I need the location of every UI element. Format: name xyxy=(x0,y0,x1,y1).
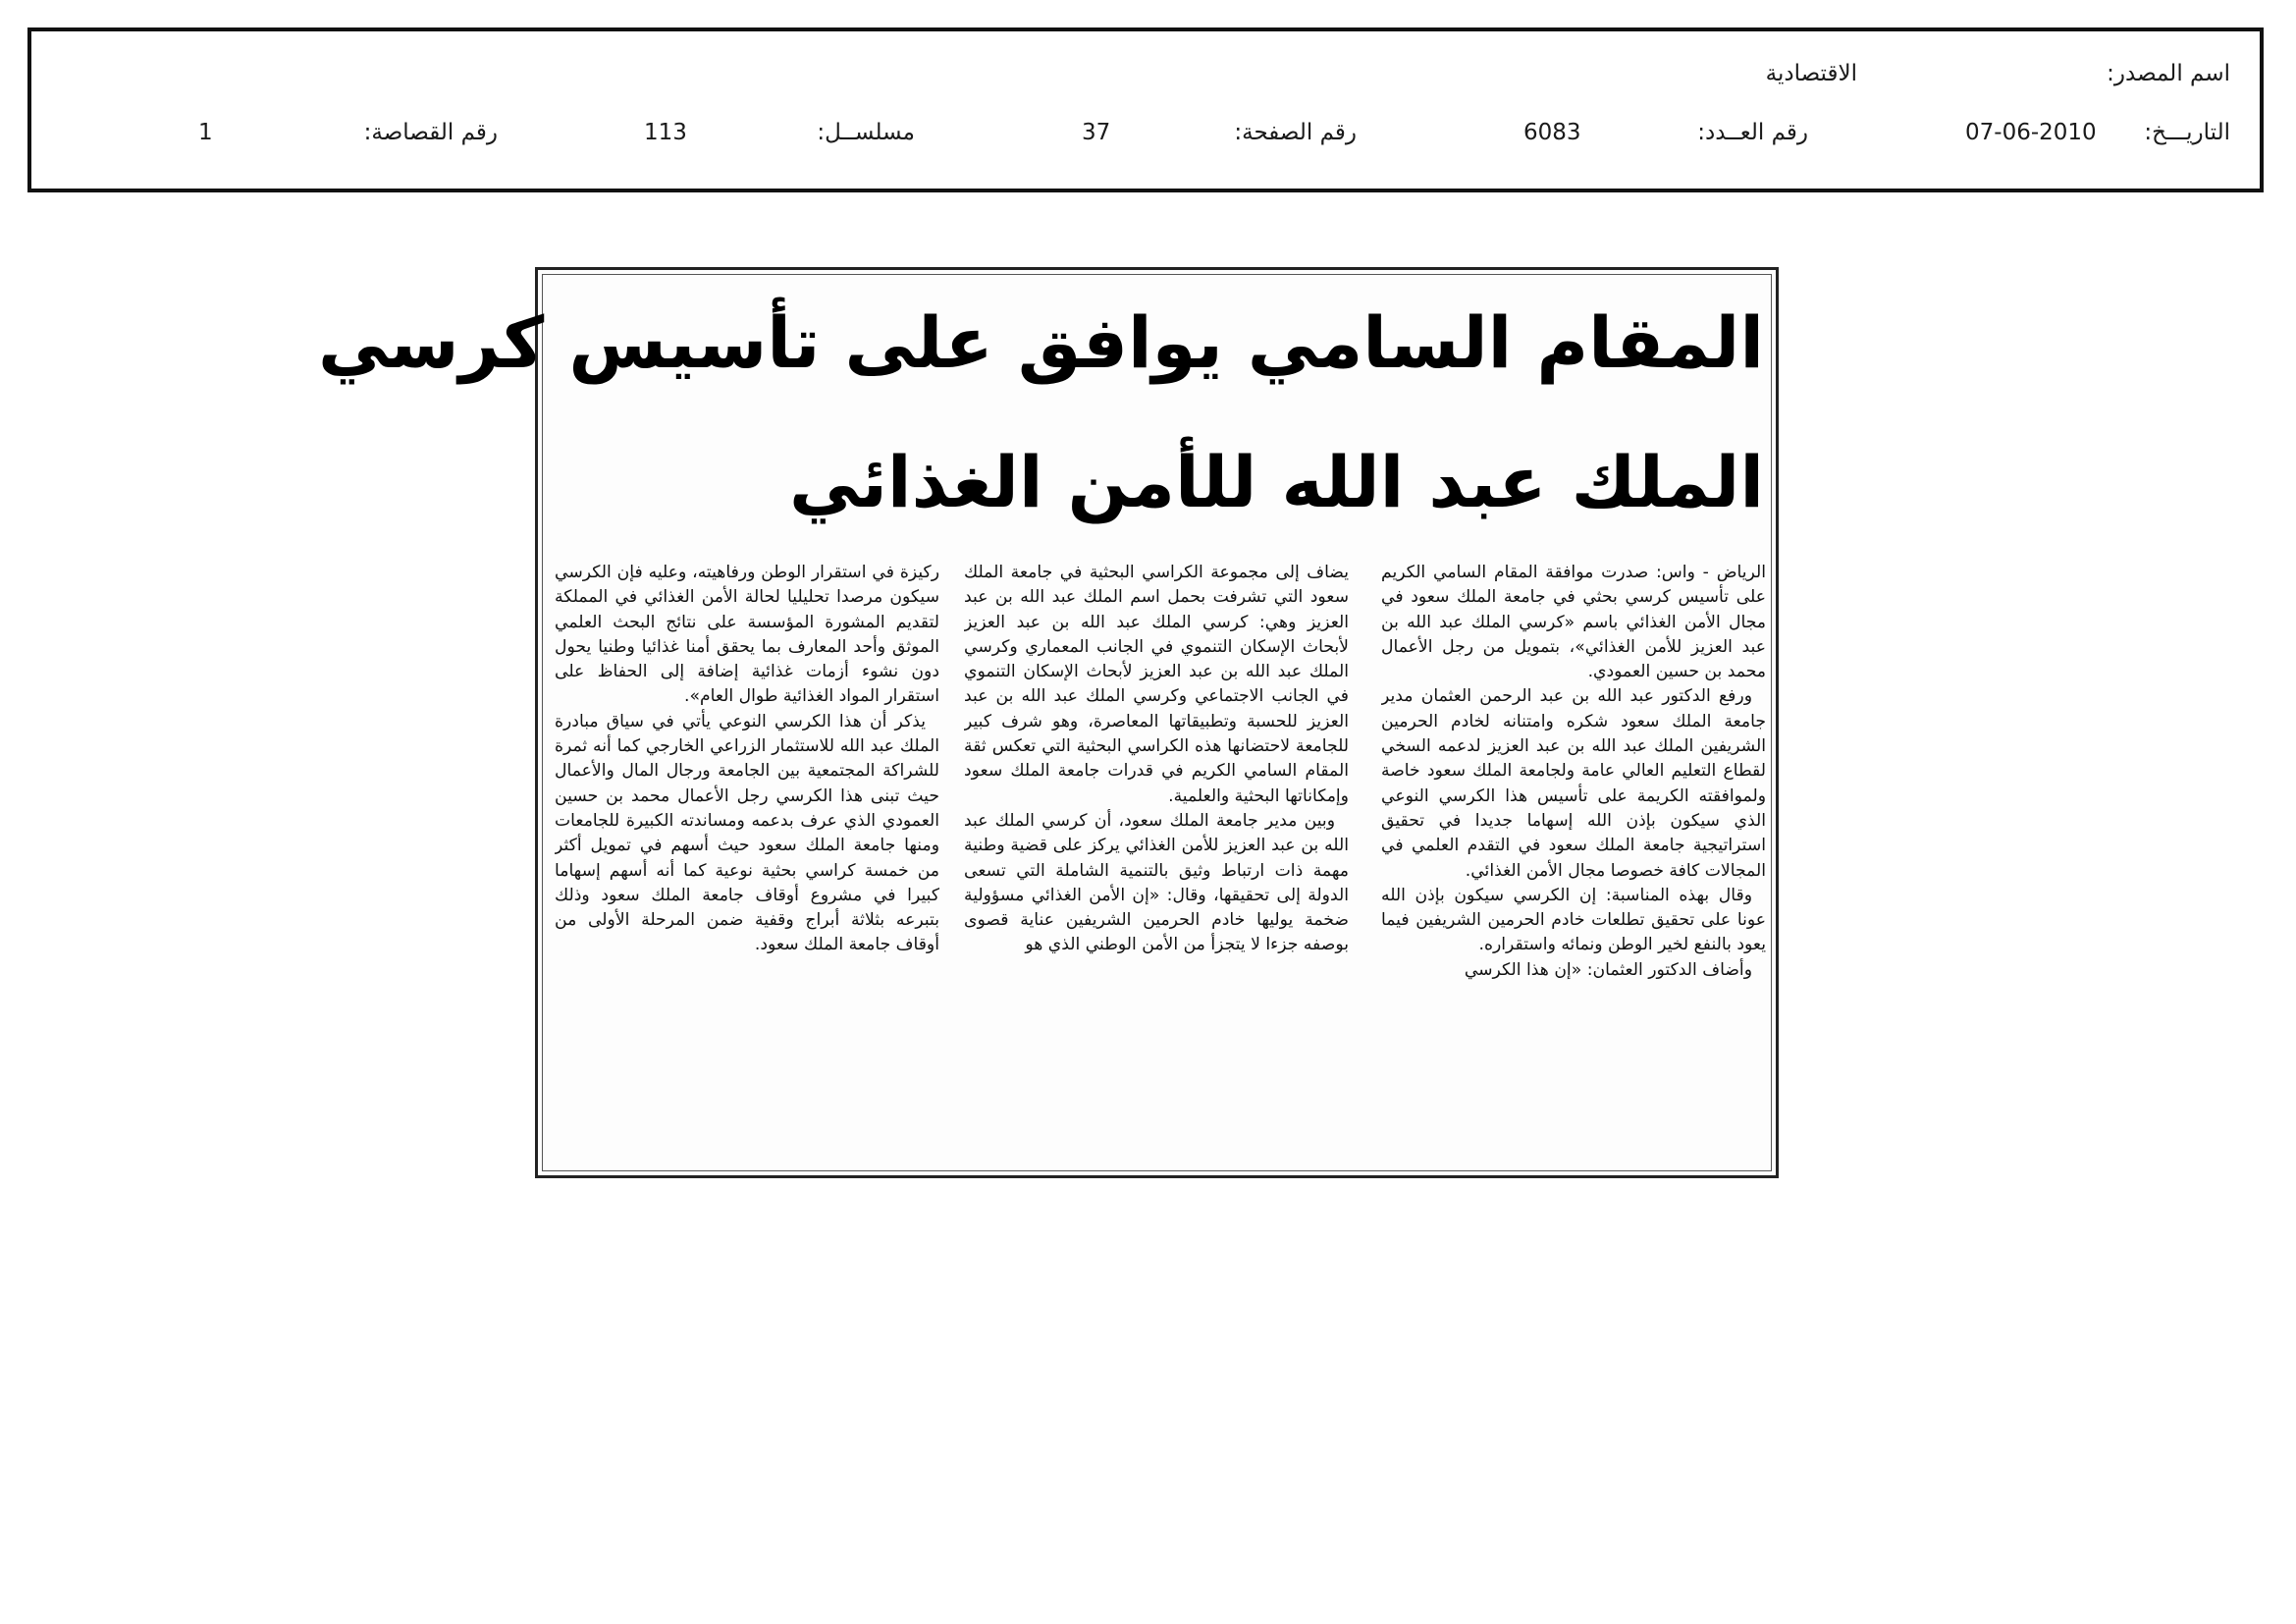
metadata-header-box xyxy=(27,27,2264,192)
paragraph: يضاف إلى مجموعة الكراسي البحثية في جامعة الملك سعود التي تشرفت بحمل اسم الملك عبد الله بن عبد العزيز وهي: كرسي الملك عبد الله بن عبد العزيز لأبحاث الإسكان التنموي في الجانب المعماري وكرسي الملك عبد الله بن عبد العزيز لأبحاث الإسكان التنموي في الجانب الاجتماعي وكرسي الملك عبد الله بن عبد العزيز للحسبة وتطبيقاتها المعاصرة، وهو شرف كبير للجامعة لاحتضانها هذه الكراسي البحثية التي تعكس ثقة المقام السامي الكريم في قدرات جامعة الملك سعود وإمكاناتها البحثية والعلمية. xyxy=(964,563,1349,806)
date-value: 07-06-2010 xyxy=(1965,120,2097,145)
issue-label: رقم العــدد: xyxy=(1697,120,1808,145)
clip-label: رقم القصاصة: xyxy=(363,120,498,145)
source-value: الاقتصادية xyxy=(1765,61,1857,86)
paragraph: يذكر أن هذا الكرسي النوعي يأتي في سياق مبادرة الملك عبد الله للاستثمار الزراعي الخارجي كما أنه ثمرة للشراكة المجتمعية بين الجامعة ورجال المال والأعمال حيث تبنى هذا الكرسي رجل الأعمال محمد بن حسين العمودي الذي عرف بدعمه ومساندته الكبيرة للجامعات ومنها جامعة الملك سعود حيث أسهم في تمويل أكثر من خمسة كراسي بحثية نوعية كما أنه أسهم إسهاما كبيرا في مشروع أوقاف جامعة الملك سعود وذلك بتبرعه بثلاثة أبراج وقفية ضمن المرحلة الأولى من أوقاف جامعة الملك سعود. xyxy=(555,711,939,955)
issue-value: 6083 xyxy=(1523,120,1581,145)
article-column-left xyxy=(555,561,939,1169)
serial-value: 113 xyxy=(644,120,687,145)
serial-label: مسلســل: xyxy=(817,120,915,145)
paragraph: وبين مدير جامعة الملك سعود، أن كرسي الملك عبد الله بن عبد العزيز للأمن الغذائي يركز على قضية وطنية مهمة ذات ارتباط وثيق بالتنمية الشاملة التي تسعى الدولة إلى تحقيقها، وقال: «إن الأمن الغذائي مسؤولية ضخمة يوليها خادم الحرمين الشريفين عناية قصوى بوصفه جزءا لا يتجزأ من الأمن الوطني الذي هو xyxy=(964,810,1349,955)
paragraph: وقال بهذه المناسبة: إن الكرسي سيكون بإذن الله عونا على تحقيق تطلعات خادم الحرمين الشريفين فيما يعود بالنفع لخير الوطن ونمائه واستقراره. xyxy=(1381,885,1766,955)
paragraph: الرياض - واس: صدرت موافقة المقام السامي الكريم على تأسيس كرسي بحثي في جامعة الملك سعود في مجال الأمن الغذائي باسم «كرسي الملك عبد الله بن عبد العزيز للأمن الغذائي»، بتمويل من رجل الأعمال محمد بن حسين العمودي. xyxy=(1381,563,1766,682)
paragraph: ركيزة في استقرار الوطن ورفاهيته، وعليه فإن الكرسي سيكون مرصدا تحليليا لحالة الأمن الغذائي في المملكة لتقديم المشورة المؤسسة على نتائج البحث العلمي الموثق وأحد المعارف بما يحقق أمنا غذائيا وطنيا يحول دون نشوء أزمات غذائية إضافة إلى الحفاظ على استقرار المواد الغذائية طوال العام». xyxy=(555,563,939,707)
date-label: التاريـــخ: xyxy=(2144,120,2230,145)
article-column-right xyxy=(1381,561,1766,1169)
page-label: رقم الصفحة: xyxy=(1234,120,1357,145)
source-label: اسم المصدر: xyxy=(2107,61,2230,86)
clip-value: 1 xyxy=(198,120,213,145)
paragraph: وأضاف الدكتور العثمان: «إن هذا الكرسي xyxy=(1464,959,1752,980)
headline-line-1: المقام السامي يوافق على تأسيس كرسي xyxy=(317,301,1764,384)
page-value: 37 xyxy=(1082,120,1111,145)
article-column-middle xyxy=(964,561,1349,1169)
paragraph: ورفع الدكتور عبد الله بن عبد الرحمن العثمان مدير جامعة الملك سعود شكره وامتنانه لخادم الحرمين الشريفين الملك عبد الله بن عبد العزيز لدعمه السخي لقطاع التعليم العالي عامة ولجامعة الملك سعود خاصة ولموافقته الكريمة على تأسيس هذا الكرسي النوعي الذي سيكون بإذن الله إسهاما جديدا في تحقيق استراتيجية جامعة الملك سعود في التقدم العلمي في المجالات كافة خصوصا مجال الأمن الغذائي. xyxy=(1381,686,1766,881)
newspaper-clipping xyxy=(317,267,1779,1178)
headline-line-2: الملك عبد الله للأمن الغذائي xyxy=(789,441,1764,523)
